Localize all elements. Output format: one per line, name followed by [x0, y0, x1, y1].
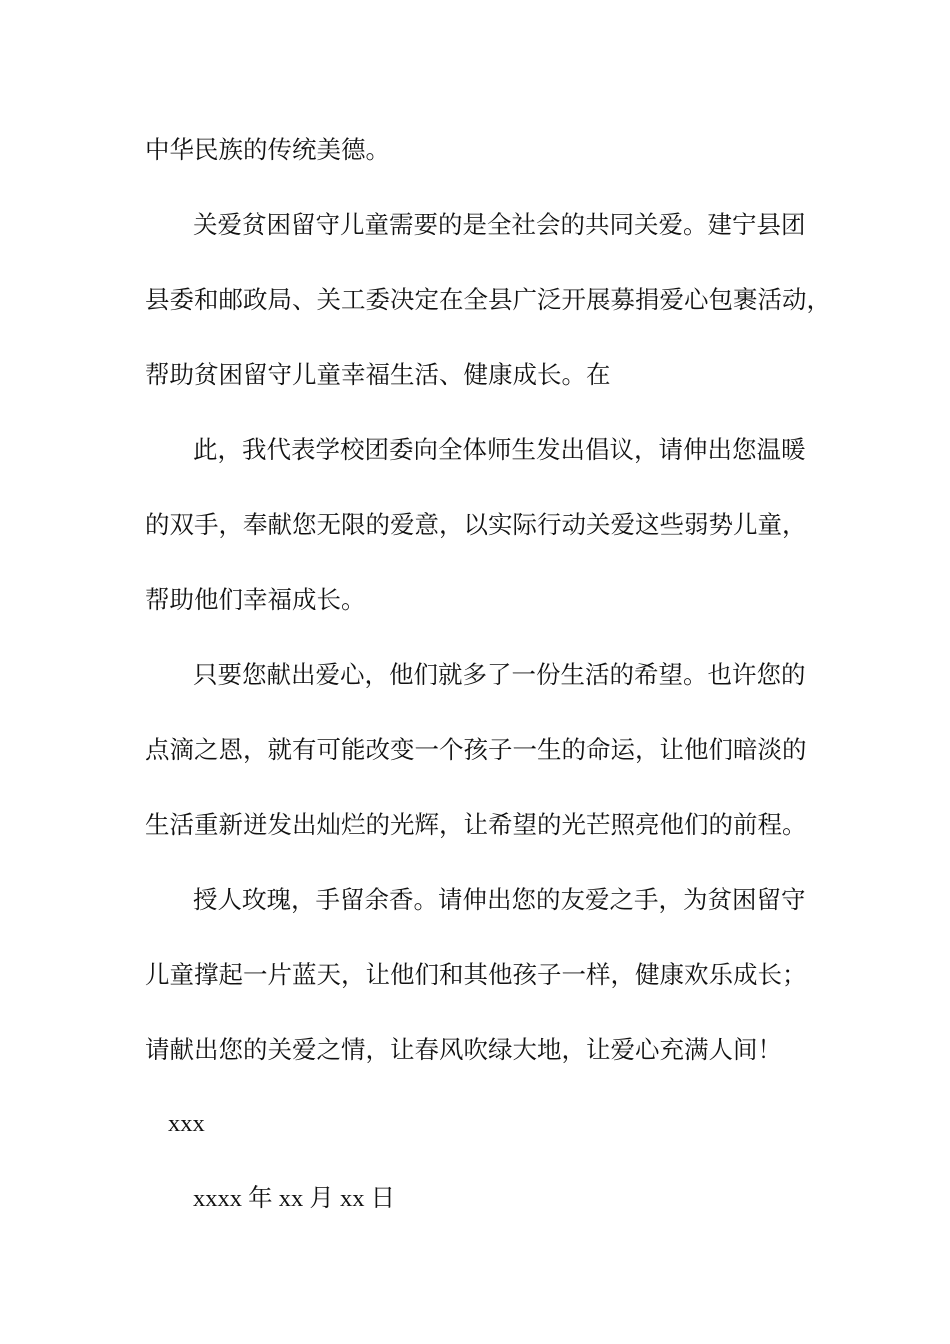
text-line: 的双手，奉献您无限的爱意，以实际行动关爱这些弱势儿童， [145, 510, 807, 539]
paragraph-start-line: 此，我代表学校团委向全体师生发出倡议，请伸出您温暖 [193, 435, 806, 464]
text-line: 请献出您的关爱之情，让春风吹绿大地，让爱心充满人间！ [145, 1035, 782, 1064]
text-line: 儿童撑起一片蓝天，让他们和其他孩子一样，健康欢乐成长； [145, 960, 807, 989]
paragraph-start-line: 只要您献出爱心，他们就多了一份生活的希望。也许您的 [193, 660, 806, 689]
text-line: 县委和邮政局、关工委决定在全县广泛开展募捐爱心包裹活动， [145, 285, 831, 314]
text-line: 中华民族的传统美德。 [145, 135, 390, 164]
text-line: 生活重新迸发出灿烂的光辉，让希望的光芒照亮他们的前程。 [145, 810, 807, 839]
signature: xxx [168, 1110, 205, 1137]
text-line: 点滴之恩，就有可能改变一个孩子一生的命运，让他们暗淡的 [145, 735, 807, 764]
paragraph-start-line: 授人玫瑰，手留余香。请伸出您的友爱之手，为贫困留守 [193, 885, 806, 914]
text-line: 帮助他们幸福成长。 [145, 585, 366, 614]
text-line: 帮助贫困留守儿童幸福生活、健康成长。在 [145, 360, 611, 389]
date: xxxx 年 xx 月 xx 日 [193, 1185, 396, 1212]
paragraph-start-line: 关爱贫困留守儿童需要的是全社会的共同关爱。建宁县团 [193, 210, 806, 239]
